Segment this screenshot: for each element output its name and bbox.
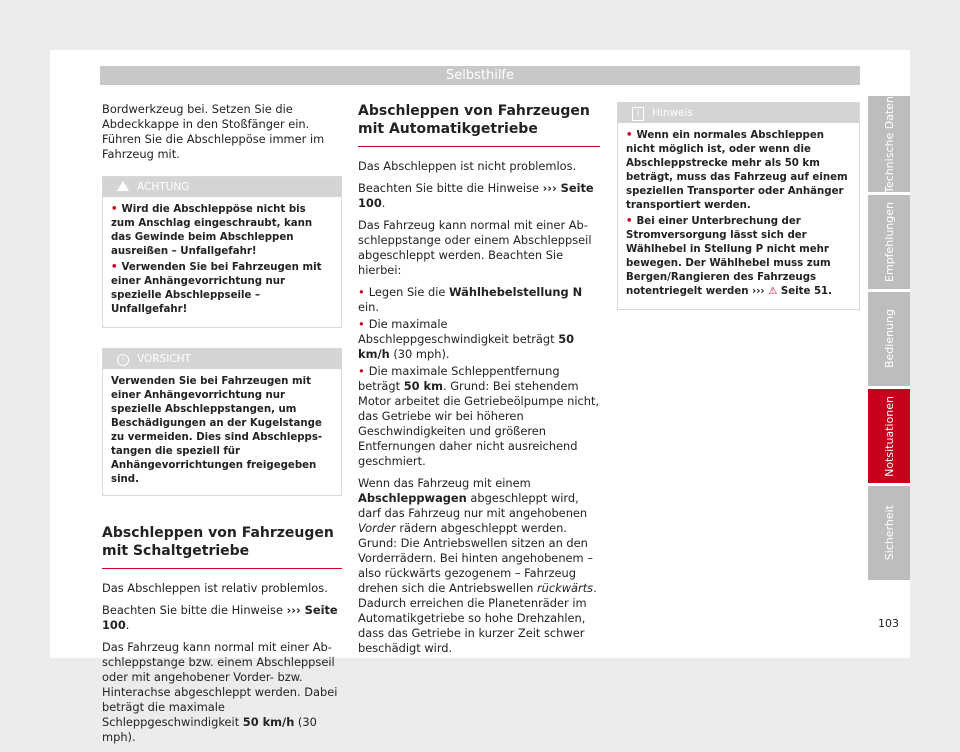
- info-icon: i: [632, 103, 652, 123]
- note-box-header: [618, 103, 859, 123]
- tab-empfehlungen[interactable]: Empfehlungen: [868, 195, 910, 289]
- auto-p1: Das Abschleppen ist nicht problemlos.: [358, 159, 577, 173]
- page-ref-link[interactable]: ››› Seite 100: [102, 603, 338, 632]
- intro-text: Bordwerkzeug bei. Setzen Sie die Abdeckkappe in den Stoßfänger ein. Führen Sie die Abschleppöse immer im Fahrzeug mit.: [102, 102, 325, 161]
- warning-label: ACHTUNG: [137, 181, 190, 193]
- section-title-automatic: Abschleppen von Fahrzeugen mit Automatikgetriebe: [358, 102, 600, 147]
- manual-p3: Das Fahrzeug kann normal mit einer Abschleppstange bzw. einem Abschleppseil oder mit angehobener Vorder- bzw. Hinterachse abgeschleppt werden. Dabei beträgt die maximale Schleppgeschwindigkeit 50 km/h (30 mph).: [102, 640, 338, 744]
- manual-p1: Das Abschleppen ist relativ problemlos.: [102, 581, 328, 595]
- caution-label: VORSICHT: [137, 353, 191, 365]
- tab-bedienung[interactable]: Bedienung: [868, 292, 910, 386]
- manual-p2: Beachten Sie bitte die Hinweise ››› Seite 100.: [102, 603, 338, 632]
- list-item: • Die maximale Abschleppgeschwindigkeit beträgt 50 km/h (30 mph).: [358, 317, 575, 361]
- auto-p2: Beachten Sie bitte die Hinweise ››› Seite 100.: [358, 181, 594, 210]
- auto-p4: Wenn das Fahrzeug mit einem Abschleppwagen abgeschleppt wird, darf das Fahrzeug nur mit angehobenen Vorder rädern abgeschleppt werden. Grund: Die Antriebswellen sitzen an den Vorderrädern. Bei hinten angehobenem – also rückwärts gezogenem – Fahrzeug drehen sich die Antriebswellen rückwärts. Dadurch erreichen die Planetenräder im Automatikgetriebe so hohe Drehzahlen, dass das Getriebe in kurzer Zeit schwer beschädigt wird.: [358, 476, 597, 655]
- auto-p3: Das Fahrzeug kann normal mit einer Abschleppstange oder einem Abschleppseil abgeschleppt werden. Beachten Sie hierbei:: [358, 218, 592, 277]
- tab-sicherheit[interactable]: Sicherheit: [868, 486, 910, 580]
- column-left: [102, 102, 342, 752]
- warning-icon: [117, 177, 137, 197]
- tab-notsituationen[interactable]: Notsituationen: [868, 389, 910, 483]
- list-item: • Die maximale Schleppentfernung beträgt 50 km. Grund: Bei stehendem Motor arbeitet die Getriebeölpumpe nicht, das Getriebe wir bei höheren Geschwindigkeiten und größeren Entfernungen daher nicht ausreichend geschmiert.: [358, 364, 600, 468]
- column-right: [617, 102, 860, 330]
- caution-box-header: [103, 349, 341, 369]
- note-label: Hinweis: [652, 107, 693, 119]
- warning-box: [102, 176, 342, 328]
- note-item: • Wenn ein normales Abschleppen nicht möglich ist, oder wenn die Abschleppstrecke mehr als 50 km beträgt, muss das Fahrzeug auf einem speziellen Transporter oder Anhänger transportiert werden.: [626, 130, 848, 211]
- warning-item: • Wird die Abschleppöse nicht bis zum Anschlag eingeschraubt, kann das Gewinde beim Abschleppen ausreißen – Unfallgefahr!: [111, 204, 313, 257]
- page-number: 103: [878, 617, 899, 630]
- page-ref-link[interactable]: Seite 51: [780, 286, 829, 297]
- page-header: Selbsthilfe: [100, 66, 860, 85]
- warning-ref-icon: ⚠: [768, 286, 778, 297]
- column-middle: [358, 102, 600, 663]
- warning-box-header: [103, 177, 341, 197]
- warning-item: • Verwenden Sie bei Fahrzeugen mit einer Anhängevorrichtung nur spezielle Abschleppseile – Unfallgefahr!: [111, 262, 322, 315]
- note-box: [617, 102, 860, 310]
- caution-box: [102, 348, 342, 496]
- tab-technische-daten[interactable]: Technische Daten: [868, 96, 910, 192]
- note-item: • Bei einer Unterbrechung der Stromversorgung lässt sich der Wählhebel in Stellung P nicht mehr bewegen. Der Wählhebel muss zum Bergen/Rangieren des Fahrzeugs notentriegelt werden ››› ⚠ Seite 51.: [626, 216, 832, 297]
- side-tabs: [868, 96, 910, 583]
- list-item: • Legen Sie die Wählhebelstellung N ein.: [358, 285, 583, 314]
- caution-text: Verwenden Sie bei Fahrzeugen mit einer Anhängevorrichtung nur spezielle Abschleppstangen, um Beschädigungen an der Kugelstange zu vermeiden. Dies sind Abschleppstangen die speziell für Anhängevorrichtungen freigegeben sind.: [111, 376, 323, 485]
- page-ref-link[interactable]: ››› Seite 100: [358, 181, 594, 210]
- caution-icon: !: [117, 349, 137, 369]
- section-title-manual: Abschleppen von Fahrzeugen mit Schaltgetriebe: [102, 524, 342, 569]
